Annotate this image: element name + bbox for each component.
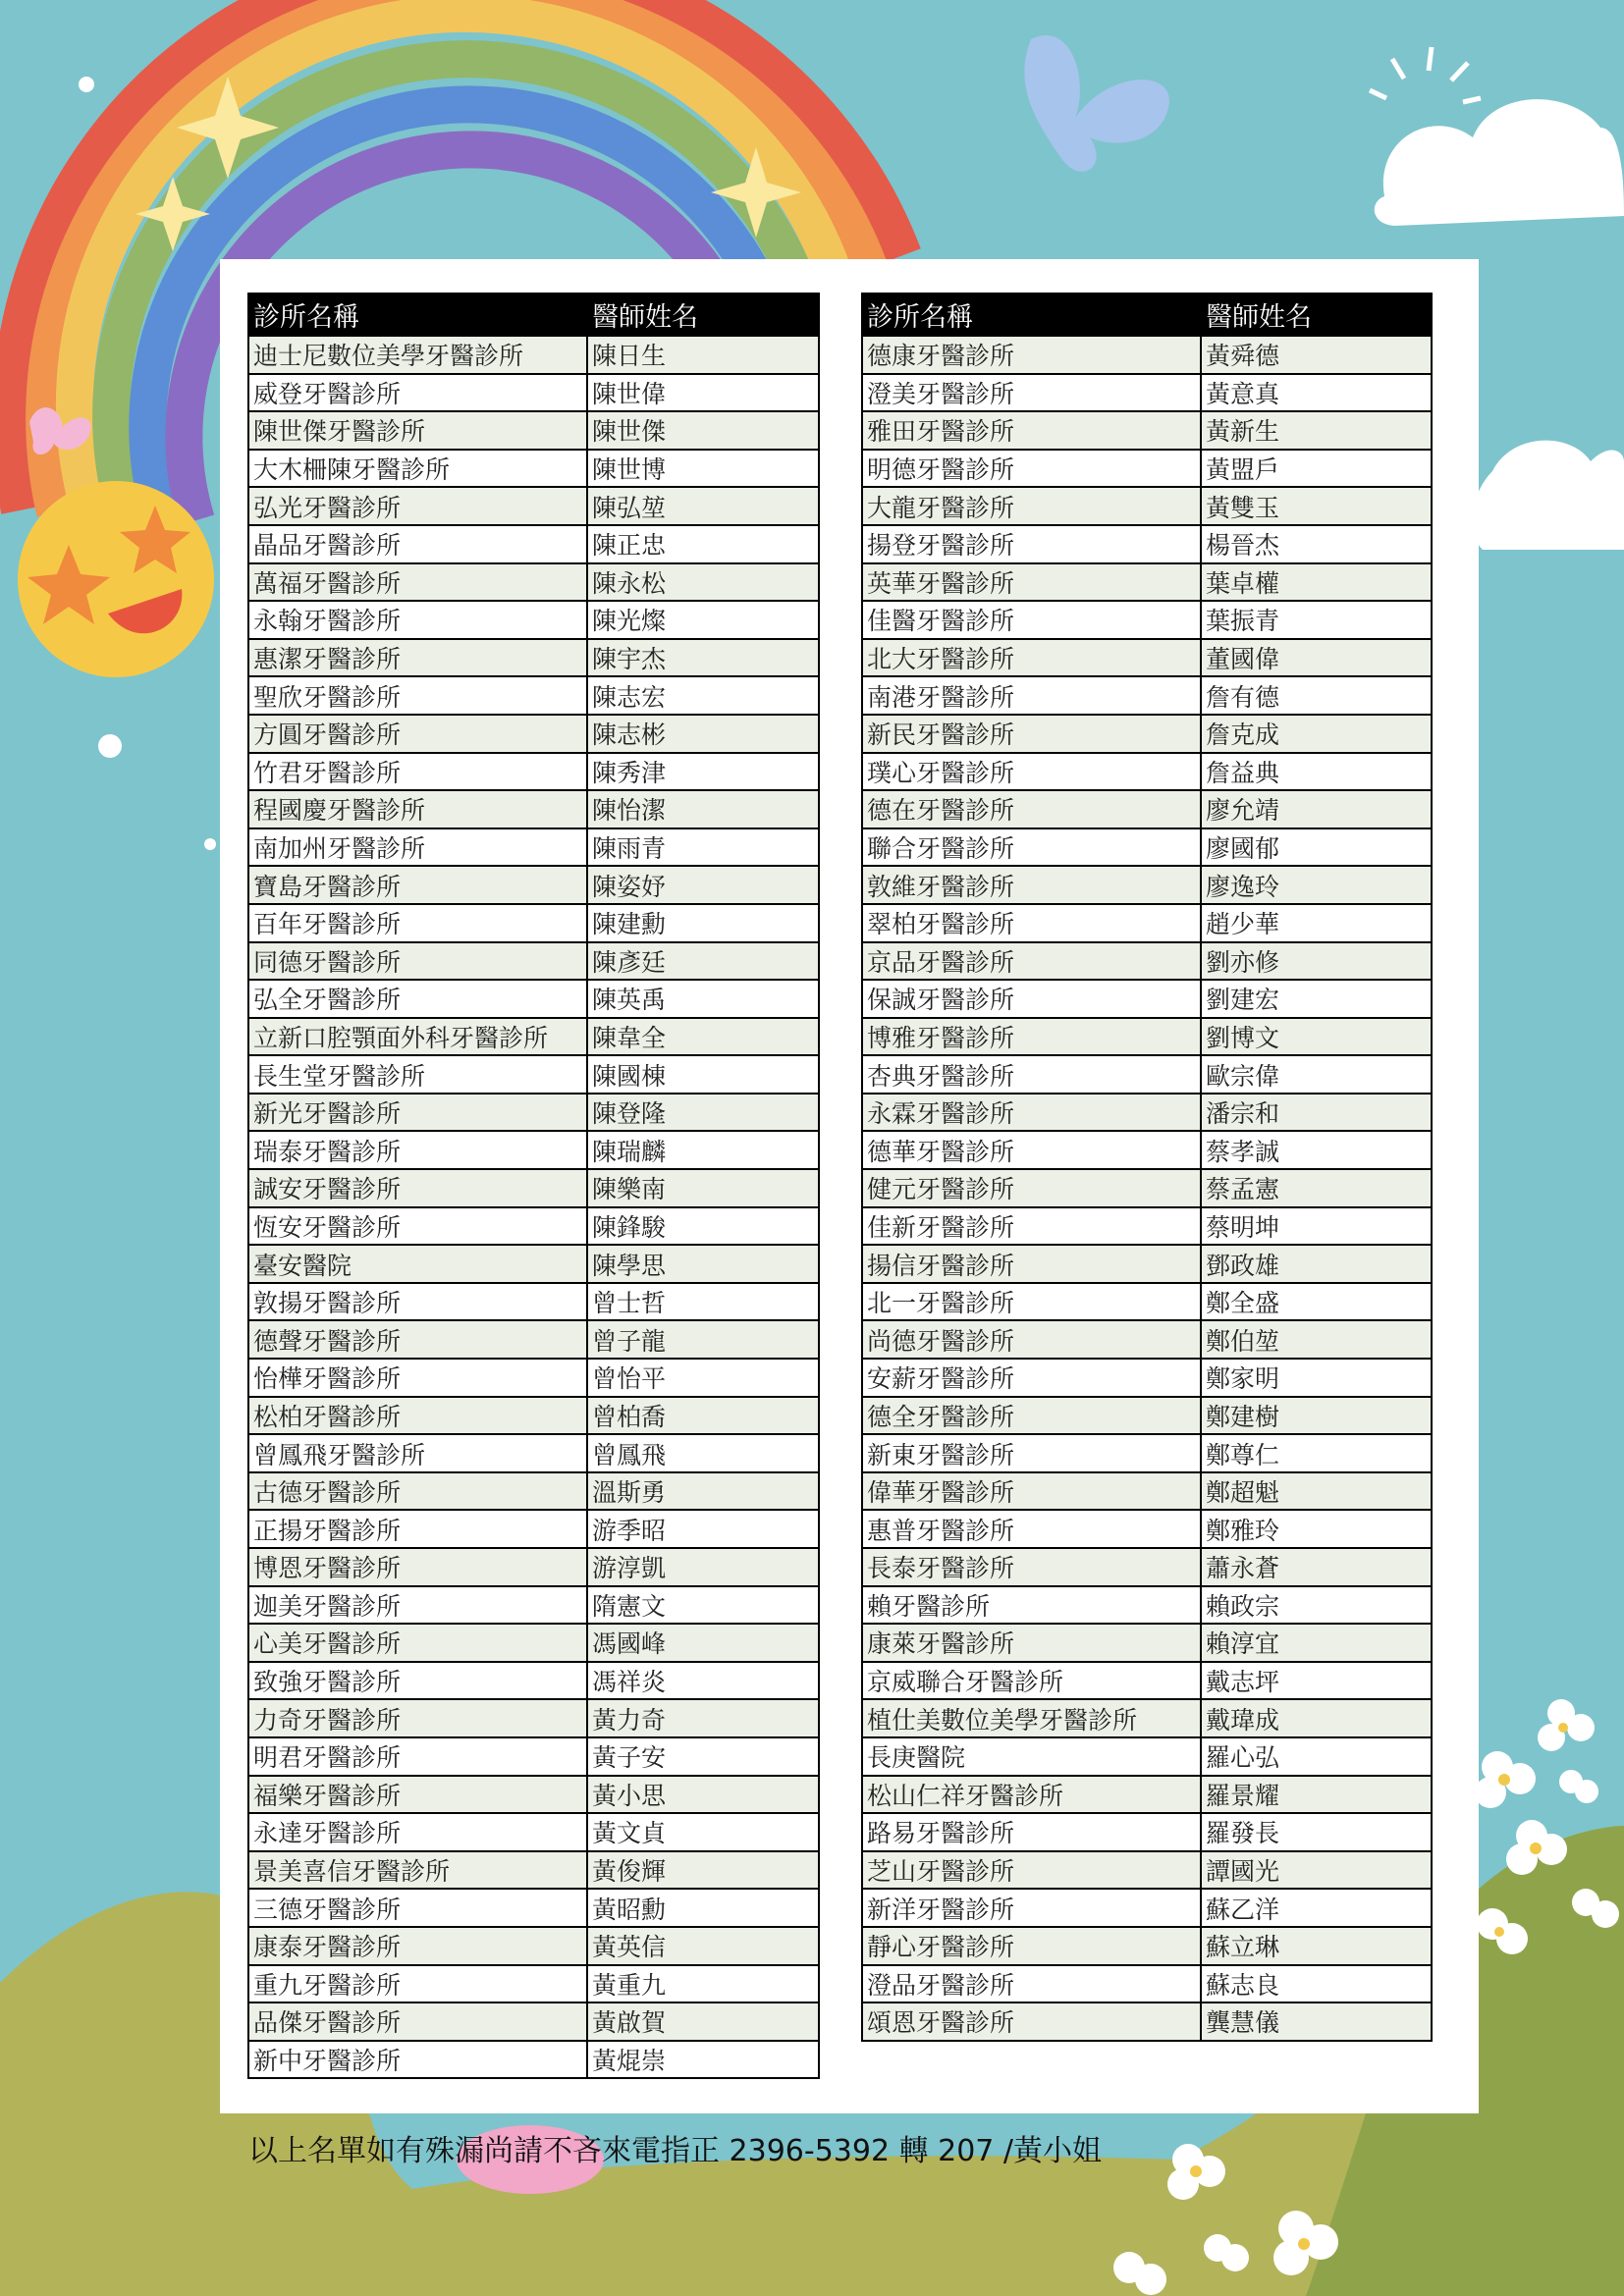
doctor-name-cell: 陳光燦 (587, 601, 819, 639)
clinic-name-cell: 惠普牙醫診所 (862, 1510, 1201, 1548)
doctor-name-cell: 陳志宏 (587, 676, 819, 715)
clinic-name-cell: 同德牙醫診所 (248, 942, 587, 981)
doctor-name-cell: 陳姿妤 (587, 866, 819, 904)
table-row (248, 1510, 819, 1548)
table-row (248, 866, 819, 904)
clinic-name-cell: 古德牙醫診所 (248, 1472, 587, 1511)
clinic-name-cell: 偉華牙醫診所 (862, 1472, 1201, 1511)
clinic-name-cell: 長泰牙醫診所 (862, 1548, 1201, 1586)
clinic-name-cell: 永達牙醫診所 (248, 1813, 587, 1851)
doctor-name-cell: 葉振青 (1201, 601, 1432, 639)
doctor-name-cell: 賴淳宜 (1201, 1624, 1432, 1662)
doctor-name-cell: 鄭建樹 (1201, 1397, 1432, 1435)
doctor-name-cell: 劉博文 (1201, 1018, 1432, 1056)
doctor-name-cell: 詹有德 (1201, 676, 1432, 715)
clinic-name-cell: 德聲牙醫診所 (248, 1320, 587, 1359)
clinic-name-cell: 德在牙醫診所 (862, 790, 1201, 828)
table-row (862, 1548, 1432, 1586)
doctor-name-cell: 陳韋全 (587, 1018, 819, 1056)
table-row (248, 942, 819, 981)
clinic-name-cell: 長生堂牙醫診所 (248, 1055, 587, 1094)
table-row (248, 601, 819, 639)
doctor-name-cell: 陳志彬 (587, 715, 819, 753)
table-row (248, 790, 819, 828)
column-header-doctor: 醫師姓名 (587, 294, 819, 336)
table-row (862, 942, 1432, 981)
doctor-name-cell: 馮國峰 (587, 1624, 819, 1662)
clinic-name-cell: 景美喜信牙醫診所 (248, 1851, 587, 1890)
clinic-name-cell: 翠柏牙醫診所 (862, 904, 1201, 942)
doctor-name-cell: 蘇乙洋 (1201, 1889, 1432, 1927)
table-row (248, 1055, 819, 1094)
doctor-name-cell: 陳樂南 (587, 1169, 819, 1207)
table-row (862, 563, 1432, 602)
doctor-name-cell: 蘇立琳 (1201, 1927, 1432, 1965)
table-row (248, 639, 819, 677)
table-row (862, 1510, 1432, 1548)
table-row (862, 1397, 1432, 1435)
table-row (248, 1094, 819, 1132)
doctor-name-cell: 潘宗和 (1201, 1094, 1432, 1132)
doctor-name-cell: 鄭全盛 (1201, 1283, 1432, 1321)
table-row (248, 525, 819, 563)
clinic-name-cell: 康萊牙醫診所 (862, 1624, 1201, 1662)
doctor-name-cell: 陳世博 (587, 450, 819, 488)
clinic-name-cell: 聖欣牙醫診所 (248, 676, 587, 715)
table-row (862, 904, 1432, 942)
clinic-name-cell: 博恩牙醫診所 (248, 1548, 587, 1586)
doctor-name-cell: 陳永松 (587, 563, 819, 602)
doctor-name-cell: 陳學思 (587, 1245, 819, 1283)
table-row (248, 1207, 819, 1246)
clinic-name-cell: 德華牙醫診所 (862, 1131, 1201, 1169)
column-header-clinic: 診所名稱 (248, 294, 587, 336)
clinic-name-cell: 聯合牙醫診所 (862, 828, 1201, 867)
doctor-name-cell: 戴志坪 (1201, 1662, 1432, 1700)
doctor-name-cell: 葉卓權 (1201, 563, 1432, 602)
clinic-name-cell: 晶品牙醫診所 (248, 525, 587, 563)
table-row (862, 1359, 1432, 1397)
doctor-name-cell: 羅發長 (1201, 1813, 1432, 1851)
doctor-name-cell: 黃俊輝 (587, 1851, 819, 1890)
table-row (248, 1927, 819, 1965)
doctor-name-cell: 陳正忠 (587, 525, 819, 563)
doctor-name-cell: 蕭永蒼 (1201, 1548, 1432, 1586)
table-row (862, 1131, 1432, 1169)
doctor-name-cell: 曾怡平 (587, 1359, 819, 1397)
table-row (248, 904, 819, 942)
doctor-name-cell: 陳英禹 (587, 980, 819, 1018)
table-row (862, 525, 1432, 563)
table-row (248, 1624, 819, 1662)
doctor-name-cell: 龔慧儀 (1201, 2002, 1432, 2041)
doctor-name-cell: 隋憲文 (587, 1586, 819, 1625)
table-row (248, 336, 819, 374)
table-row (862, 1434, 1432, 1472)
doctor-name-cell: 曾鳳飛 (587, 1434, 819, 1472)
clinic-name-cell: 福樂牙醫診所 (248, 1776, 587, 1814)
clinic-name-cell: 靜心牙醫診所 (862, 1927, 1201, 1965)
doctor-name-cell: 黃啟賀 (587, 2002, 819, 2041)
clinic-name-cell: 敦維牙醫診所 (862, 866, 1201, 904)
table-row (248, 2002, 819, 2041)
table-body-right (862, 336, 1432, 2041)
clinic-name-cell: 芝山牙醫診所 (862, 1851, 1201, 1890)
doctor-name-cell: 楊晉杰 (1201, 525, 1432, 563)
table-row (248, 487, 819, 525)
table-row (862, 1472, 1432, 1511)
table-row (248, 980, 819, 1018)
table-body-left (248, 336, 819, 2078)
table-row (248, 1548, 819, 1586)
table-row (248, 1472, 819, 1511)
clinic-name-cell: 博雅牙醫診所 (862, 1018, 1201, 1056)
table-row (862, 1889, 1432, 1927)
clinic-name-cell: 曾鳳飛牙醫診所 (248, 1434, 587, 1472)
table-row (862, 1055, 1432, 1094)
clinic-name-cell: 弘光牙醫診所 (248, 487, 587, 525)
doctor-name-cell: 董國偉 (1201, 639, 1432, 677)
clinic-name-cell: 北一牙醫診所 (862, 1283, 1201, 1321)
doctor-name-cell: 黃意真 (1201, 374, 1432, 412)
clinic-name-cell: 安薪牙醫診所 (862, 1359, 1201, 1397)
table-row (862, 487, 1432, 525)
doctor-name-cell: 陳登隆 (587, 1094, 819, 1132)
doctor-name-cell: 陳怡潔 (587, 790, 819, 828)
table-row (862, 1776, 1432, 1814)
clinic-name-cell: 怡樺牙醫診所 (248, 1359, 587, 1397)
clinic-name-cell: 敦揚牙醫診所 (248, 1283, 587, 1321)
clinic-name-cell: 路易牙醫診所 (862, 1813, 1201, 1851)
table-row (248, 1018, 819, 1056)
table-row (862, 336, 1432, 374)
table-row (248, 1434, 819, 1472)
table-row (862, 1662, 1432, 1700)
clinic-name-cell: 京威聯合牙醫診所 (862, 1662, 1201, 1700)
clinic-name-cell: 明君牙醫診所 (248, 1737, 587, 1776)
clinic-name-cell: 正揚牙醫診所 (248, 1510, 587, 1548)
doctor-name-cell: 陳宇杰 (587, 639, 819, 677)
doctor-name-cell: 陳弘堃 (587, 487, 819, 525)
table-row (862, 1699, 1432, 1737)
clinic-name-cell: 佳醫牙醫診所 (862, 601, 1201, 639)
doctor-name-cell: 蘇志良 (1201, 1965, 1432, 2003)
doctor-name-cell: 陳世傑 (587, 411, 819, 450)
table-row (862, 1586, 1432, 1625)
table-row (862, 2002, 1432, 2041)
table-header-row (862, 294, 1432, 336)
table-row (248, 1169, 819, 1207)
table-row (862, 980, 1432, 1018)
table-row (248, 1813, 819, 1851)
doctor-name-cell: 鄭尊仁 (1201, 1434, 1432, 1472)
doctor-name-cell: 溫斯勇 (587, 1472, 819, 1511)
clinic-name-cell: 新洋牙醫診所 (862, 1889, 1201, 1927)
doctor-name-cell: 羅心弘 (1201, 1737, 1432, 1776)
clinic-name-cell: 心美牙醫診所 (248, 1624, 587, 1662)
clinic-name-cell: 璞心牙醫診所 (862, 753, 1201, 791)
clinic-name-cell: 保誠牙醫診所 (862, 980, 1201, 1018)
table-row (862, 1094, 1432, 1132)
table-row (862, 866, 1432, 904)
doctor-name-cell: 黃雙玉 (1201, 487, 1432, 525)
clinic-name-cell: 竹君牙醫診所 (248, 753, 587, 791)
doctor-name-cell: 陳雨青 (587, 828, 819, 867)
doctor-name-cell: 戴瑋成 (1201, 1699, 1432, 1737)
table-row (862, 1245, 1432, 1283)
doctor-name-cell: 蔡明坤 (1201, 1207, 1432, 1246)
doctor-name-cell: 劉亦修 (1201, 942, 1432, 981)
table-row (862, 1320, 1432, 1359)
doctor-name-cell: 馮祥炎 (587, 1662, 819, 1700)
doctor-name-cell: 黃英信 (587, 1927, 819, 1965)
doctor-name-cell: 陳世偉 (587, 374, 819, 412)
doctor-name-cell: 黃文貞 (587, 1813, 819, 1851)
column-header-doctor: 醫師姓名 (1201, 294, 1432, 336)
doctor-name-cell: 廖逸玲 (1201, 866, 1432, 904)
doctor-name-cell: 黃力奇 (587, 1699, 819, 1737)
table-row (862, 1813, 1432, 1851)
table-row (248, 374, 819, 412)
table-row (862, 790, 1432, 828)
table-row (248, 1699, 819, 1737)
table-row (862, 828, 1432, 867)
clinic-name-cell: 健元牙醫診所 (862, 1169, 1201, 1207)
table-row (248, 450, 819, 488)
table-row (862, 1207, 1432, 1246)
table-row (248, 1359, 819, 1397)
clinic-name-cell: 北大牙醫診所 (862, 639, 1201, 677)
table-row (248, 411, 819, 450)
clinic-name-cell: 德康牙醫診所 (862, 336, 1201, 374)
table-row (862, 676, 1432, 715)
clinic-name-cell: 品傑牙醫診所 (248, 2002, 587, 2041)
table-header-row (248, 294, 819, 336)
clinic-name-cell: 新光牙醫診所 (248, 1094, 587, 1132)
clinic-name-cell: 寶島牙醫診所 (248, 866, 587, 904)
table-row (862, 601, 1432, 639)
doctor-name-cell: 詹克成 (1201, 715, 1432, 753)
clinic-name-cell: 德全牙醫診所 (862, 1397, 1201, 1435)
doctor-name-cell: 游淳凱 (587, 1548, 819, 1586)
clinic-name-cell: 澄品牙醫診所 (862, 1965, 1201, 2003)
table-row (248, 1889, 819, 1927)
doctor-name-cell: 蔡孝誠 (1201, 1131, 1432, 1169)
clinic-name-cell: 萬福牙醫診所 (248, 563, 587, 602)
doctor-name-cell: 羅景耀 (1201, 1776, 1432, 1814)
clinic-name-cell: 康泰牙醫診所 (248, 1927, 587, 1965)
clinic-name-cell: 弘全牙醫診所 (248, 980, 587, 1018)
clinic-name-cell: 南加州牙醫診所 (248, 828, 587, 867)
clinic-name-cell: 百年牙醫診所 (248, 904, 587, 942)
clinic-name-cell: 陳世傑牙醫診所 (248, 411, 587, 450)
table-row (248, 715, 819, 753)
doctor-name-cell: 黃子安 (587, 1737, 819, 1776)
table-row (862, 411, 1432, 450)
doctor-name-cell: 趙少華 (1201, 904, 1432, 942)
clinic-name-cell: 惠潔牙醫診所 (248, 639, 587, 677)
clinic-name-cell: 迪士尼數位美學牙醫診所 (248, 336, 587, 374)
doctor-name-cell: 詹益典 (1201, 753, 1432, 791)
clinic-name-cell: 永霖牙醫診所 (862, 1094, 1201, 1132)
doctor-name-cell: 鄭伯堃 (1201, 1320, 1432, 1359)
doctor-name-cell: 廖允靖 (1201, 790, 1432, 828)
doctor-name-cell: 陳彥廷 (587, 942, 819, 981)
doctor-name-cell: 黃小思 (587, 1776, 819, 1814)
clinic-name-cell: 誠安牙醫診所 (248, 1169, 587, 1207)
clinic-name-cell: 揚信牙醫診所 (862, 1245, 1201, 1283)
table-row (248, 1131, 819, 1169)
table-row (248, 1851, 819, 1890)
clinic-name-cell: 重九牙醫診所 (248, 1965, 587, 2003)
table-row (248, 1737, 819, 1776)
clinic-name-cell: 松柏牙醫診所 (248, 1397, 587, 1435)
table-row (248, 1776, 819, 1814)
clinic-name-cell: 方圓牙醫診所 (248, 715, 587, 753)
clinic-name-cell: 頌恩牙醫診所 (862, 2002, 1201, 2041)
table-row (248, 1586, 819, 1625)
clinic-name-cell: 大龍牙醫診所 (862, 487, 1201, 525)
doctor-name-cell: 黃昭勳 (587, 1889, 819, 1927)
clinic-name-cell: 長庚醫院 (862, 1737, 1201, 1776)
doctor-name-cell: 鄧政雄 (1201, 1245, 1432, 1283)
clinic-name-cell: 瑞泰牙醫診所 (248, 1131, 587, 1169)
clinic-name-cell: 力奇牙醫診所 (248, 1699, 587, 1737)
clinic-name-cell: 恆安牙醫診所 (248, 1207, 587, 1246)
table-row (248, 676, 819, 715)
clinic-table-right (861, 293, 1433, 2042)
doctor-name-cell: 陳國棟 (587, 1055, 819, 1094)
table-row (248, 828, 819, 867)
clinic-name-cell: 大木柵陳牙醫診所 (248, 450, 587, 488)
table-row (248, 1662, 819, 1700)
doctor-name-cell: 黃新生 (1201, 411, 1432, 450)
clinic-name-cell: 新中牙醫診所 (248, 2041, 587, 2079)
doctor-name-cell: 鄭雅玲 (1201, 1510, 1432, 1548)
clinic-name-cell: 京品牙醫診所 (862, 942, 1201, 981)
clinic-name-cell: 杏典牙醫診所 (862, 1055, 1201, 1094)
footer-note: 以上名單如有殊漏尚請不吝來電指正 2396-5392 轉 207 /黃小姐 (248, 2134, 1103, 2168)
doctor-name-cell: 譚國光 (1201, 1851, 1432, 1890)
clinic-name-cell: 程國慶牙醫診所 (248, 790, 587, 828)
clinic-name-cell: 植仕美數位美學牙醫診所 (862, 1699, 1201, 1737)
clinic-name-cell: 新民牙醫診所 (862, 715, 1201, 753)
clinic-name-cell: 尚德牙醫診所 (862, 1320, 1201, 1359)
table-row (248, 1245, 819, 1283)
table-row (862, 1965, 1432, 2003)
column-header-clinic: 診所名稱 (862, 294, 1201, 336)
doctor-name-cell: 陳鋒駿 (587, 1207, 819, 1246)
clinic-name-cell: 揚登牙醫診所 (862, 525, 1201, 563)
table-row (862, 1018, 1432, 1056)
clinic-name-cell: 南港牙醫診所 (862, 676, 1201, 715)
clinic-name-cell: 松山仁祥牙醫診所 (862, 1776, 1201, 1814)
doctor-name-cell: 黃盟戶 (1201, 450, 1432, 488)
table-row (862, 1283, 1432, 1321)
doctor-name-cell: 歐宗偉 (1201, 1055, 1432, 1094)
doctor-name-cell: 游季昭 (587, 1510, 819, 1548)
clinic-name-cell: 永翰牙醫診所 (248, 601, 587, 639)
table-row (248, 1397, 819, 1435)
doctor-name-cell: 陳瑞麟 (587, 1131, 819, 1169)
clinic-name-cell: 臺安醫院 (248, 1245, 587, 1283)
clinic-name-cell: 三德牙醫診所 (248, 1889, 587, 1927)
clinic-table-left (247, 293, 820, 2079)
clinic-name-cell: 立新口腔顎面外科牙醫診所 (248, 1018, 587, 1056)
table-row (248, 1320, 819, 1359)
table-row (248, 1965, 819, 2003)
table-row (862, 639, 1432, 677)
table-row (862, 715, 1432, 753)
clinic-name-cell: 賴牙醫診所 (862, 1586, 1201, 1625)
doctor-name-cell: 曾士哲 (587, 1283, 819, 1321)
doctor-name-cell: 鄭超魁 (1201, 1472, 1432, 1511)
doctor-name-cell: 黃重九 (587, 1965, 819, 2003)
table-row (862, 1169, 1432, 1207)
clinic-name-cell: 明德牙醫診所 (862, 450, 1201, 488)
doctor-name-cell: 陳秀津 (587, 753, 819, 791)
doctor-name-cell: 劉建宏 (1201, 980, 1432, 1018)
table-row (248, 2041, 819, 2079)
table-row (862, 374, 1432, 412)
clinic-name-cell: 澄美牙醫診所 (862, 374, 1201, 412)
doctor-name-cell: 曾子龍 (587, 1320, 819, 1359)
table-row (862, 753, 1432, 791)
table-row (862, 450, 1432, 488)
doctor-name-cell: 黃舜德 (1201, 336, 1432, 374)
clinic-name-cell: 威登牙醫診所 (248, 374, 587, 412)
doctor-name-cell: 廖國郁 (1201, 828, 1432, 867)
table-row (248, 563, 819, 602)
doctor-name-cell: 曾柏喬 (587, 1397, 819, 1435)
doctor-name-cell: 陳日生 (587, 336, 819, 374)
doctor-name-cell: 賴政宗 (1201, 1586, 1432, 1625)
table-row (862, 1737, 1432, 1776)
doctor-name-cell: 蔡孟憲 (1201, 1169, 1432, 1207)
table-row (862, 1624, 1432, 1662)
clinic-name-cell: 英華牙醫診所 (862, 563, 1201, 602)
clinic-name-cell: 迦美牙醫診所 (248, 1586, 587, 1625)
table-row (862, 1927, 1432, 1965)
table-row (248, 753, 819, 791)
clinic-name-cell: 致強牙醫診所 (248, 1662, 587, 1700)
clinic-name-cell: 雅田牙醫診所 (862, 411, 1201, 450)
table-row (248, 1283, 819, 1321)
doctor-name-cell: 黃焜崇 (587, 2041, 819, 2079)
doctor-name-cell: 陳建勳 (587, 904, 819, 942)
doctor-name-cell: 鄭家明 (1201, 1359, 1432, 1397)
clinic-name-cell: 新東牙醫診所 (862, 1434, 1201, 1472)
clinic-name-cell: 佳新牙醫診所 (862, 1207, 1201, 1246)
table-row (862, 1851, 1432, 1890)
